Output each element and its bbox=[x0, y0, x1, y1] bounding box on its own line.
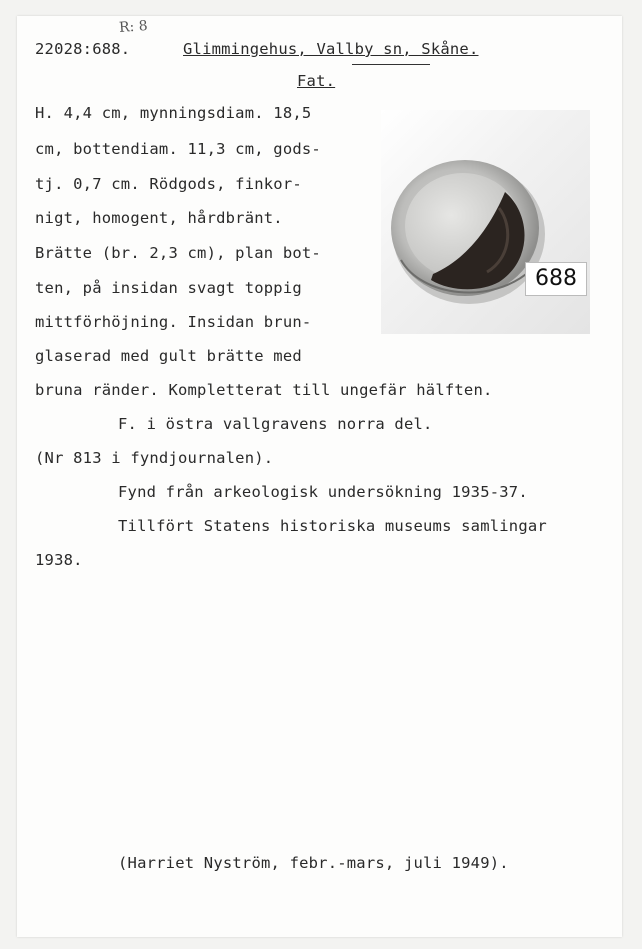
object-photo bbox=[381, 110, 590, 334]
catalog-number: 22028:688. bbox=[35, 40, 131, 58]
description-line: mittförhöjning. Insidan brun- bbox=[35, 313, 312, 331]
description-line: glaserad med gult brätte med bbox=[35, 347, 302, 365]
description-line: Brätte (br. 2,3 cm), plan bot- bbox=[35, 244, 321, 262]
description-line: tj. 0,7 cm. Rödgods, finkor- bbox=[35, 175, 302, 193]
cataloguer-credit: (Harriet Nyström, febr.-mars, juli 1949). bbox=[118, 854, 509, 872]
find-location: F. i östra vallgravens norra del. bbox=[118, 415, 433, 433]
photo-label: 688 bbox=[525, 262, 587, 296]
description-line: bruna ränder. Kompletterat till ungefär hälften. bbox=[35, 381, 493, 399]
find-journal: (Nr 813 i fyndjournalen). bbox=[35, 449, 274, 467]
find-acquisition: Tillfört Statens historiska museums samlingar bbox=[118, 517, 547, 535]
description-line: nigt, homogent, hårdbränt. bbox=[35, 209, 283, 227]
dish-image bbox=[381, 110, 590, 334]
object-title: Fat. bbox=[297, 72, 336, 90]
site-name: Glimmingehus, Vallby sn, Skåne. bbox=[183, 40, 479, 58]
description-line: H. 4,4 cm, mynningsdiam. 18,5 bbox=[35, 104, 312, 122]
handwritten-note: R: 8 bbox=[118, 18, 149, 36]
description-line: ten, på insidan svagt toppig bbox=[35, 279, 302, 297]
find-acquisition-year: 1938. bbox=[35, 551, 83, 569]
description-line: cm, bottendiam. 11,3 cm, gods- bbox=[35, 140, 321, 158]
find-excavation: Fynd från arkeologisk undersökning 1935-37. bbox=[118, 483, 528, 501]
site-underline bbox=[352, 64, 430, 65]
